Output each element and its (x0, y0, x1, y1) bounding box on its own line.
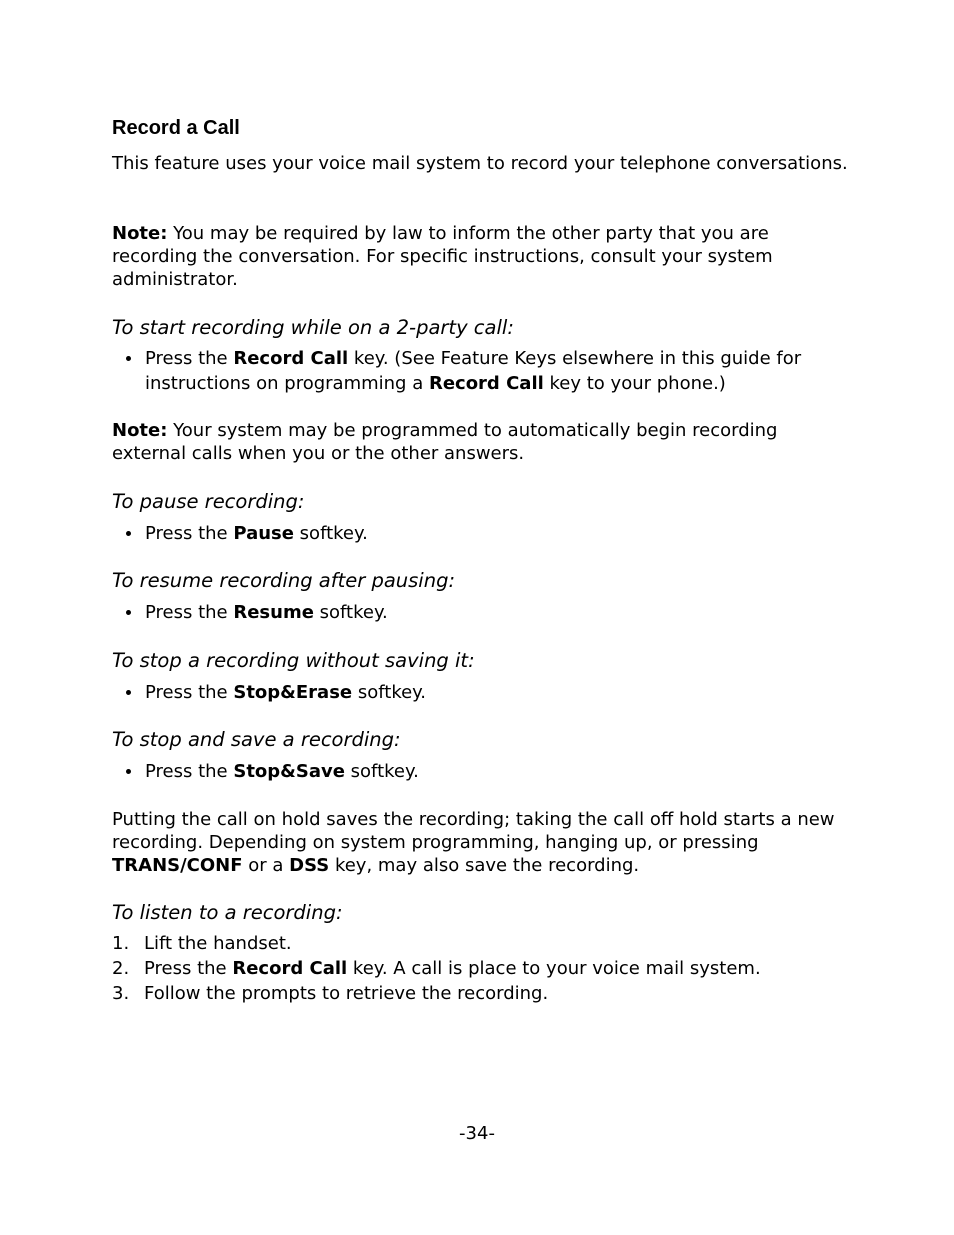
resume-list (112, 600, 852, 625)
note-paragraph-legal (112, 222, 852, 291)
section-heading: Record a Call (112, 117, 240, 139)
softkey-name: Resume (233, 602, 314, 623)
start-recording-list (112, 346, 852, 396)
softkey-name: Stop&Save (233, 761, 345, 782)
step-number: 3. (112, 983, 130, 1004)
note-text: Your system may be programmed to automatically begin recording external calls when you or the other answers. (112, 420, 778, 464)
bullet-icon (126, 690, 131, 695)
subheading-start-recording: To start recording while on a 2-party call: (112, 316, 514, 339)
list-item: 2. Press the Record Call key. A call is place to your voice mail system. (112, 958, 761, 979)
listen-steps (112, 931, 852, 1006)
note-label: Note: (112, 420, 168, 441)
key-name: Record Call (428, 373, 544, 394)
list-item: Press the Resume softkey. (112, 600, 852, 625)
bullet-icon (126, 610, 131, 615)
step-number: 1. (112, 933, 130, 954)
page-number: -34- (459, 1123, 495, 1144)
key-name: Record Call (232, 958, 348, 979)
note-label: Note: (112, 223, 168, 244)
bullet-icon (126, 531, 131, 536)
step-number: 2. (112, 958, 130, 979)
bullet-icon (126, 356, 131, 361)
stop-erase-list (112, 680, 852, 705)
stop-save-list (112, 759, 852, 784)
pause-list (112, 521, 852, 546)
note-paragraph-auto-record (112, 419, 852, 465)
key-name: Record Call (233, 348, 349, 369)
key-name: TRANS/CONF (112, 855, 243, 876)
softkey-name: Pause (233, 523, 294, 544)
subheading-stop-erase: To stop a recording without saving it: (112, 649, 475, 672)
subheading-listen: To listen to a recording: (112, 901, 343, 924)
list-item: Press the Stop&Erase softkey. (112, 680, 852, 705)
key-name: DSS (289, 855, 330, 876)
bullet-icon (126, 769, 131, 774)
list-item: Press the Pause softkey. (112, 521, 852, 546)
intro-paragraph: This feature uses your voice mail system to record your telephone conversations. (112, 153, 848, 174)
list-item: 3. Follow the prompts to retrieve the recording. (112, 983, 549, 1004)
subheading-stop-save: To stop and save a recording: (112, 728, 401, 751)
list-item: Press the Stop&Save softkey. (112, 759, 852, 784)
subheading-resume: To resume recording after pausing: (112, 569, 456, 592)
list-item: Press the Record Call key. (See Feature Keys elsewhere in this guide for instructions on programming a Record Call key to your phone.) (112, 346, 852, 396)
hold-paragraph: Putting the call on hold saves the recording; taking the call off hold starts a new recording. Depending on system programming, hanging up, or pressing TRANS/CONF or a DSS key, may also save the recording. (112, 809, 835, 876)
note-text: You may be required by law to inform the other party that you are recording the conversation. For specific instructions, consult your system administrator. (112, 223, 773, 290)
subheading-pause: To pause recording: (112, 490, 305, 513)
softkey-name: Stop&Erase (233, 682, 353, 703)
list-item: 1. Lift the handset. (112, 933, 292, 954)
